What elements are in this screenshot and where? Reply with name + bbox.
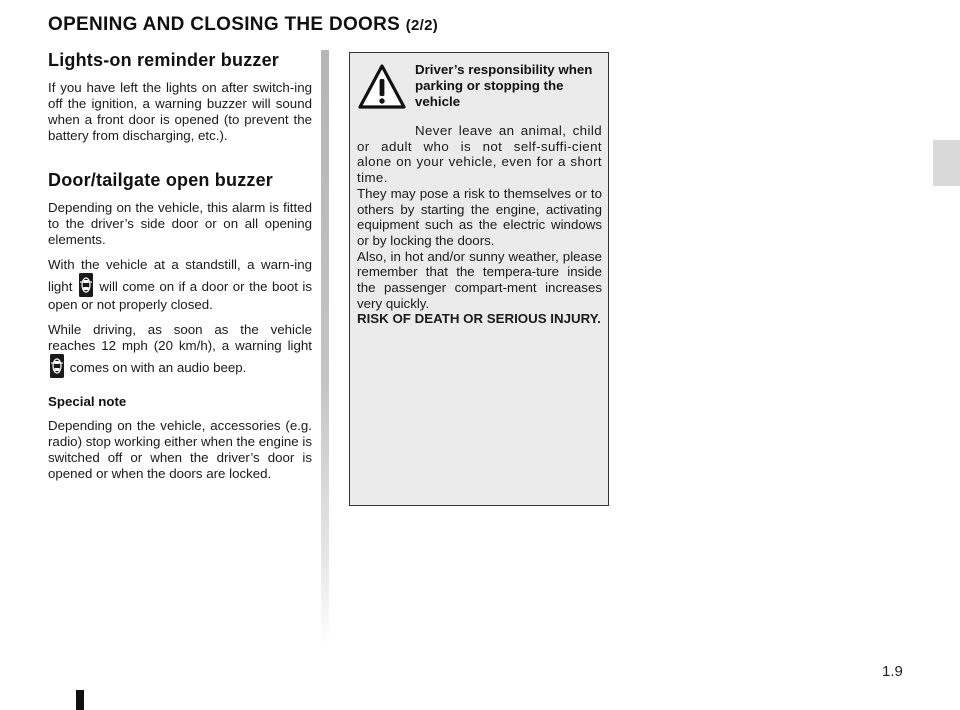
door-buzzer-paragraph-2 <box>48 257 312 313</box>
warning-paragraph-2: They may pose a risk to themselves or to others by starting the engine, activating equipment such as the electric windows or by locking the doors. <box>357 185 602 248</box>
door-buzzer-paragraph-3-start: While driving, as soon as the vehicle reaches 12 mph (20 km/h), a warning light <box>48 322 312 353</box>
column-divider <box>321 50 329 645</box>
page-title <box>48 14 438 36</box>
door-buzzer-paragraph-1: Depending on the vehicle, this alarm is fitted to the driver’s side door or on all opening elements. <box>48 200 312 247</box>
lights-reminder-paragraph: If you have left the lights on after switch-ing off the ignition, a warning buzzer will sound when a front door is opened (to prevent the battery from discharging, etc.). <box>48 80 312 143</box>
door-buzzer-paragraph-3 <box>48 322 312 378</box>
door-buzzer-paragraph-2-start: With the vehicle at a standstill, a warn-ing light <box>48 257 312 294</box>
door-buzzer-paragraph-2-end: will come on if a door or the boot is open or not properly closed. <box>48 279 313 312</box>
page-number: 1.9 <box>882 663 903 680</box>
warning-title: Driver’s responsibility when parking or stopping the vehicle <box>415 62 593 109</box>
chapter-side-tab <box>933 140 960 186</box>
door-open-buzzer-heading: Door/tailgate open buzzer <box>48 170 274 190</box>
warning-danger-text: RISK OF DEATH OR SERIOUS INJURY. <box>357 311 601 327</box>
crop-mark <box>76 690 84 710</box>
special-note-paragraph: Depending on the vehicle, accessories (e.g. radio) stop working either when the engine is switched off or when the driver’s door is opened or when the doors are locked. <box>48 418 312 481</box>
page-title-suffix: (2/2) <box>405 17 439 34</box>
lights-reminder-heading: Lights-on reminder buzzer <box>48 50 280 70</box>
door-buzzer-paragraph-3-end: comes on with an audio beep. <box>69 360 247 375</box>
door-open-warning-light-icon <box>50 354 64 378</box>
warning-box <box>349 52 609 506</box>
warning-paragraph-3: Also, in hot and/or sunny weather, please remember that the tempera-ture inside the passenger compart-ment increases very quickly. <box>357 248 602 311</box>
warning-paragraph-1: Never leave an animal, child or adult who is not self-suffi-cient alone on your vehicle, even for a short time. <box>357 123 602 186</box>
special-note-heading: Special note <box>48 394 127 409</box>
warning-triangle-icon <box>357 62 407 112</box>
door-open-warning-light-icon <box>79 273 93 297</box>
left-column <box>48 50 312 491</box>
warning-body <box>357 123 602 327</box>
page-title-text: OPENING AND CLOSING THE DOORS <box>48 14 401 35</box>
